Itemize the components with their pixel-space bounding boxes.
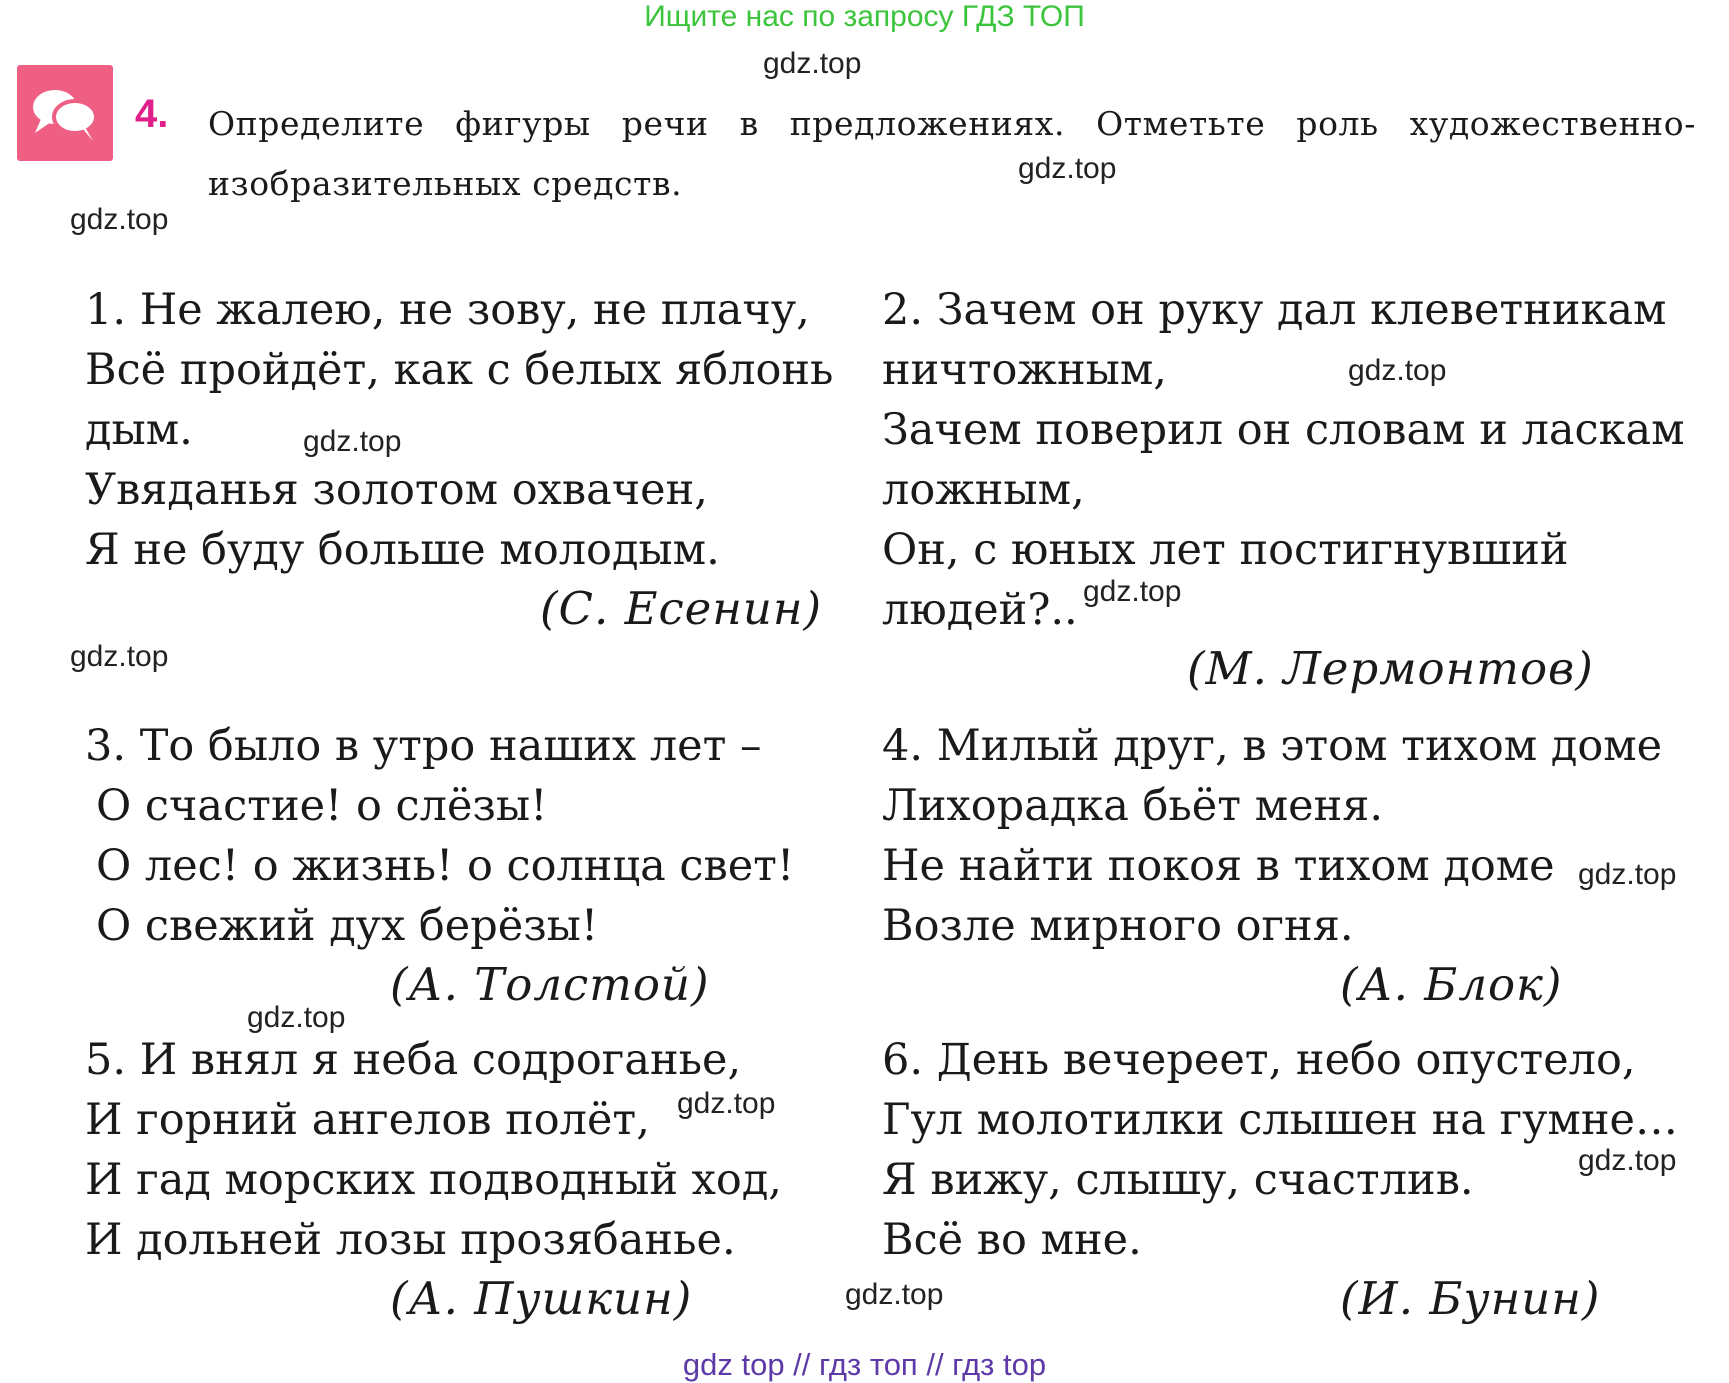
poem-author: (И. Бунин) bbox=[1340, 1272, 1601, 1325]
poem-line: 4. Милый друг, в этом тихом доме bbox=[882, 721, 1663, 771]
watermark: gdz.top bbox=[1083, 575, 1182, 608]
poem-line: Лихорадка бьёт меня. bbox=[882, 781, 1384, 831]
search-banner: Ищите нас по запросу ГДЗ ТОП bbox=[644, 0, 1085, 33]
poem-line: Не найти покоя в тихом доме bbox=[882, 841, 1555, 891]
poem-6 bbox=[882, 1030, 1678, 1270]
poem-line: людей?.. bbox=[882, 585, 1078, 635]
watermark: gdz.top bbox=[1578, 858, 1677, 891]
poem-1 bbox=[85, 280, 833, 580]
poem-author: (С. Есенин) bbox=[540, 582, 823, 635]
poem-line: О счастие! о слёзы! bbox=[96, 781, 548, 831]
poem-author: (А. Пушкин) bbox=[390, 1272, 693, 1325]
poem-3 bbox=[85, 716, 794, 956]
watermark: gdz.top bbox=[1348, 354, 1447, 387]
poem-line: И дольней лозы прозябанье. bbox=[85, 1215, 736, 1265]
poem-author: (М. Лермонтов) bbox=[1187, 642, 1594, 695]
watermark: gdz.top bbox=[70, 640, 169, 673]
poem-line: Он, с юных лет постигнувший bbox=[882, 525, 1569, 575]
poem-5 bbox=[85, 1030, 782, 1270]
watermark: gdz.top bbox=[677, 1087, 776, 1120]
poem-line: 5. И внял я неба содроганье, bbox=[85, 1035, 742, 1085]
poem-line: 1. Не жалею, не зову, не плачу, bbox=[85, 285, 810, 335]
watermark: gdz.top bbox=[1018, 152, 1117, 185]
watermark: gdz.top bbox=[70, 203, 169, 236]
watermark: gdz.top bbox=[1578, 1144, 1677, 1177]
watermark: gdz.top bbox=[845, 1278, 944, 1311]
poem-line: Возле мирного огня. bbox=[882, 901, 1354, 951]
poem-line: Гул молотилки слышен на гумне… bbox=[882, 1095, 1678, 1145]
poem-author: (А. Блок) bbox=[1340, 958, 1563, 1011]
poem-line: Увяданья золотом охвачен, bbox=[85, 465, 708, 515]
poem-line: И гад морских подводный ход, bbox=[85, 1155, 782, 1205]
poem-line: Зачем поверил он словам и ласкам bbox=[882, 405, 1685, 455]
poem-line: ложным, bbox=[882, 465, 1085, 515]
footer-watermark: gdz top // гдз топ // гдз top bbox=[682, 1347, 1047, 1382]
watermark: gdz.top bbox=[763, 47, 862, 80]
poem-line: Всё пройдёт, как с белых яблонь bbox=[85, 345, 834, 395]
poem-line: О лес! о жизнь! о солнца свет! bbox=[96, 841, 795, 891]
poem-line: 2. Зачем он руку дал клеветникам bbox=[882, 285, 1667, 335]
poem-line: О свежий дух берёзы! bbox=[96, 901, 599, 951]
poem-2 bbox=[882, 280, 1685, 640]
poem-line: ничтожным, bbox=[882, 345, 1167, 395]
task-number: 4. bbox=[135, 92, 169, 136]
watermark: gdz.top bbox=[303, 425, 402, 458]
poem-line: Я вижу, слышу, счастлив. bbox=[882, 1155, 1474, 1205]
task-instruction: Определите фигуры речи в предложениях. Отметьте роль художественно-изобразительных средств. bbox=[208, 104, 1696, 203]
poem-line: Всё во мне. bbox=[882, 1215, 1142, 1265]
poem-line: 3. То было в утро наших лет – bbox=[85, 721, 762, 771]
poem-line: дым. bbox=[85, 405, 193, 455]
speech-bubbles-icon bbox=[17, 65, 113, 161]
poem-line: 6. День вечереет, небо опустело, bbox=[882, 1035, 1636, 1085]
poem-line: Я не буду больше молодым. bbox=[85, 525, 720, 575]
poem-line: И горний ангелов полёт, bbox=[85, 1095, 650, 1145]
poem-author: (А. Толстой) bbox=[390, 958, 710, 1011]
poem-4 bbox=[882, 716, 1662, 956]
watermark: gdz.top bbox=[247, 1001, 346, 1034]
